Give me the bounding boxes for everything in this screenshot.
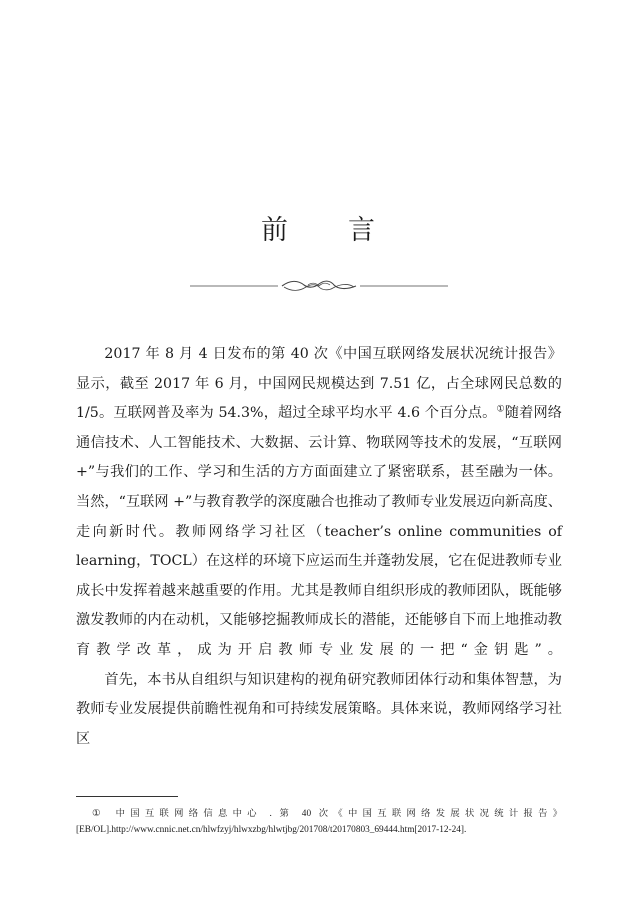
paragraph-1-text-b: 随着网络通信技术、人工智能技术、大数据、云计算、物联网等技术的发展，“互联网 +”与我们的工作、学习和生活的方方面面建立了紧密联系，甚至融为一体。当然，“互联网 +”与教育教学的深度融合也推动了教师专业发展迈向新高度、走向新时代。教师网络学习社区（teacher’s online communities of learning，TOCL）在这样的环境下应运而生并蓬勃发展，它在促进教师专业成长中发挥着越来越重要的作用。尤其是教师自组织形成的教师团队，既能够激发教师的内在动机，又能够挖掘教师成长的潜能，还能够自下而上地推动教育教学改革，成为开启教师专业发展的一把“金钥匙”。 bbox=[76, 405, 562, 658]
footnote-text: 中国互联网络信息中心 . 第 40 次《中国互联网络发展状况统计报告》[EB/OL].http://www.cnnic.net.cn/hlwfzyj/hlwxzbg/hlwtjbg/201708/t20170803_69444.htm[2017-12-24]. bbox=[76, 809, 562, 835]
title-ornament-icon bbox=[190, 278, 448, 294]
title-char-2: 言 bbox=[348, 215, 377, 246]
paragraph-1-text-a: 2017 年 8 月 4 日发布的第 40 次《中国互联网络发展状况统计报告》显示，截至 2017 年 6 月，中国网民规模达到 7.51 亿，占全球网民总数的 1/5。互联网普及率为 54.3%，超过全球平均水平 4.6 个百分点。 bbox=[76, 346, 562, 422]
footnote-mark: ① bbox=[92, 809, 101, 819]
paragraph-1 bbox=[76, 340, 562, 666]
page-title bbox=[0, 208, 638, 247]
title-char-1: 前 bbox=[261, 215, 290, 246]
footnote-divider bbox=[76, 796, 178, 797]
body-text bbox=[76, 340, 562, 754]
footnote-reference: ① bbox=[496, 404, 505, 415]
footnote bbox=[76, 806, 562, 838]
paragraph-2: 首先，本书从自组织与知识建构的视角研究教师团体行动和集体智慧，为教师专业发展提供前瞻性视角和可持续发展策略。具体来说，教师网络学习社区 bbox=[76, 671, 562, 747]
